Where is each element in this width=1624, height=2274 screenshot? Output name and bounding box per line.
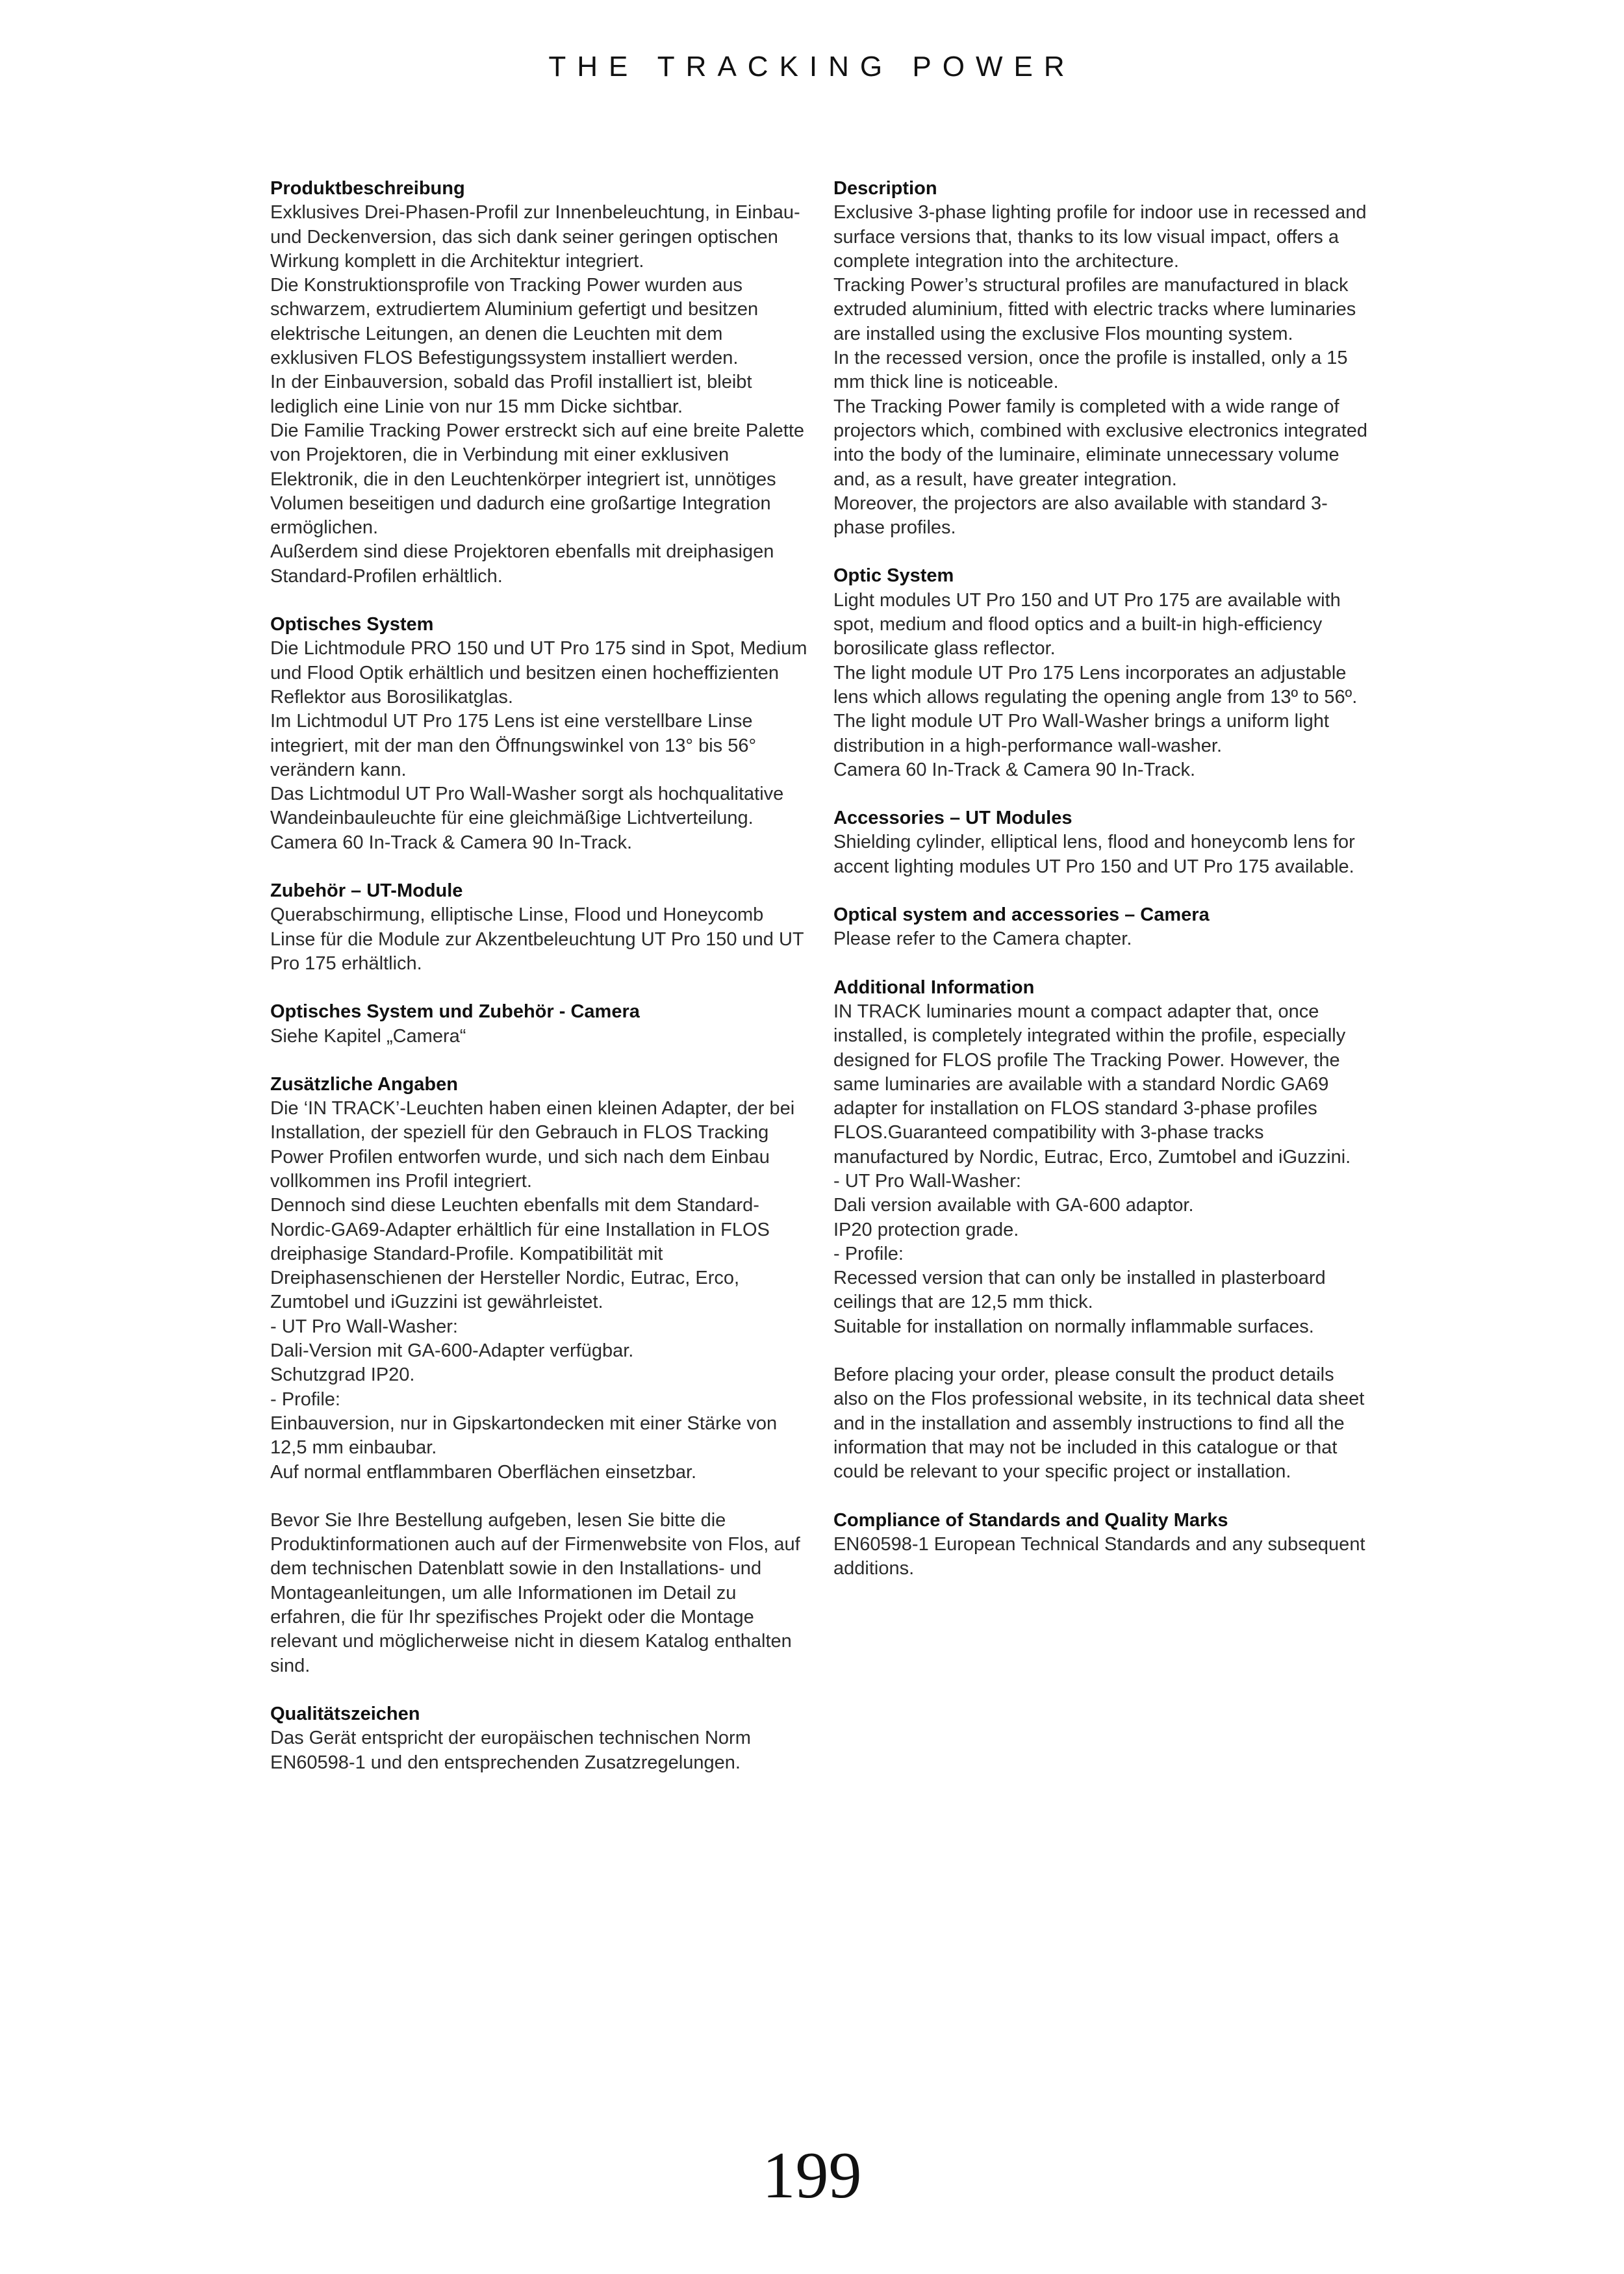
paragraph: Bevor Sie Ihre Bestellung aufgeben, lesen Sie bitte die Produktinformationen auch auf der Firmenwebsite von Flos, auf dem technischen Datenblatt sowie in den Installations- und Montageanleitungen, um alle Informationen im Detail zu erfahren, die für Ihr spezifisches Projekt oder die Montage relevant und möglicherweise nicht in diesem Katalog enthalten sind. [270,1509,800,1676]
paragraph: Die Lichtmodule PRO 150 und UT Pro 175 sind in Spot, Medium und Flood Optik erhältlich und besitzen einen hocheffizienten Reflektor aus Borosilikatglas. [270,638,807,708]
german-optics-section [270,613,809,855]
paragraph: EN60598-1 European Technical Standards and any subsequent additions. [833,1533,1365,1579]
page-title: THE TRACKING POWER [548,51,1076,83]
paragraph: Exklusives Drei-Phasen-Profil zur Innenbeleuchtung, in Einbau- und Deckenversion, das sich dank seiner geringen optischen Wirkung komplett in die Architektur integriert. [270,202,800,272]
paragraph: - UT Pro Wall-Washer: [833,1170,1021,1192]
section-heading: Produktbeschreibung [270,178,465,199]
paragraph: Camera 60 In-Track & Camera 90 In-Track. [833,759,1196,780]
paragraph: Querabschirmung, elliptische Linse, Flood und Honeycomb Linse für die Module zur Akzentbeleuchtung UT Pro 150 und UT Pro 175 erhältlich. [270,904,804,974]
paragraph: Recessed version that can only be installed in plasterboard ceilings that are 12,5 mm thick. [833,1268,1326,1313]
german-order-section [270,1509,809,1678]
paragraph: Im Lichtmodul UT Pro 175 Lens ist eine verstellbare Linse integriert, mit der man den Öffnungswinkel von 13° bis 56° verändern kann. [270,711,757,780]
paragraph: Die Familie Tracking Power erstreckt sich auf eine breite Palette von Projektoren, die in Verbindung mit einer exklusiven Elektronik, die in den Leuchtenkörper integriert ist, unnötiges Volumen beseitigen und dadurch eine großartige Integration ermöglichen. [270,420,805,539]
paragraph: The light module UT Pro 175 Lens incorporates an adjustable lens which allows regulating the opening angle from 13º to 56º. [833,662,1358,708]
paragraph: Dennoch sind diese Leuchten ebenfalls mit dem Standard-Nordic-GA69-Adapter erhältlich für eine Installation in FLOS dreiphasige Standard-Profile. Kompatibilität mit Dreiphasenschienen der Hersteller Nordic, Eutrac, Erco, Zumtobel und iGuzzini ist gewährleistet. [270,1195,770,1313]
paragraph: - Profile: [833,1243,904,1264]
paragraph: Tracking Power’s structural profiles are manufactured in black extruded aluminium, fitted with electric tracks where luminaries are installed using the exclusive Flos mounting system. [833,275,1356,344]
german-camera-section [270,1000,809,1049]
paragraph: Shielding cylinder, elliptical lens, flood and honeycomb lens for accent lighting modules UT Pro 150 and UT Pro 175 available. [833,832,1355,877]
paragraph: The Tracking Power family is completed with a wide range of projectors which, combined with exclusive electronics integrated into the body of the luminaire, eliminate unnecessary volume and, as a result, have greater integration. [833,396,1368,490]
paragraph: Suitable for installation on normally inflammable surfaces. [833,1316,1314,1337]
english-additional-section [833,976,1373,1339]
paragraph: Dali version available with GA-600 adaptor. [833,1195,1194,1216]
section-heading: Zubehör – UT-Module [270,880,463,902]
german-description-section [270,177,809,589]
paragraph: Siehe Kapitel „Camera“ [270,1025,466,1047]
section-heading: Additional Information [833,977,1035,998]
paragraph: Die ‘IN TRACK’-Leuchten haben einen kleinen Adapter, der bei Installation, der speziell für den Gebrauch in FLOS Tracking Power Profilen entworfen wurde, und sich nach dem Einbau vollkommen ins Profil integriert. [270,1098,795,1192]
paragraph: Außerdem sind diese Projektoren ebenfalls mit dreiphasigen Standard-Profilen erhältlich. [270,541,774,587]
paragraph: Einbauversion, nur in Gipskartondecken mit einer Stärke von 12,5 mm einbaubar. [270,1412,778,1459]
section-heading: Compliance of Standards and Quality Marks [833,1509,1228,1531]
section-heading: Optic System [833,565,954,587]
paragraph: Auf normal entflammbaren Oberflächen einsetzbar. [270,1461,697,1483]
paragraph: The light module UT Pro Wall-Washer brings a uniform light distribution in a high-performance wall-washer. [833,711,1329,756]
page-number: 199 [762,2139,862,2212]
paragraph: - Profile: [270,1388,340,1410]
paragraph: Dali-Version mit GA-600-Adapter verfügbar. [270,1340,634,1362]
paragraph: Das Lichtmodul UT Pro Wall-Washer sorgt als hochqualitative Wandeinbauleuchte für eine gleichmäßige Lichtverteilung. [270,784,784,829]
german-additional-section [270,1073,809,1485]
german-accessories-section [270,879,809,976]
paragraph: IP20 protection grade. [833,1219,1019,1240]
section-heading: Zusätzliche Angaben [270,1073,458,1095]
german-column [270,177,809,1799]
paragraph: Before placing your order, please consult the product details also on the Flos professional website, in its technical data sheet and in the installation and assembly instructions to find all the information that may not be included in this catalogue or that could be relevant to your specific project or installation. [833,1364,1365,1483]
english-column [833,177,1373,1605]
english-quality-section [833,1509,1373,1581]
section-heading: Qualitätszeichen [270,1703,420,1724]
english-optics-section [833,564,1373,782]
paragraph: Camera 60 In-Track & Camera 90 In-Track. [270,832,633,853]
paragraph: In the recessed version, once the profile is installed, only a 15 mm thick line is noticeable. [833,348,1348,393]
paragraph: Das Gerät entspricht der europäischen technischen Norm EN60598-1 und den entsprechenden Zusatzregelungen. [270,1728,751,1773]
paragraph: - UT Pro Wall-Washer: [270,1316,458,1337]
paragraph: Schutzgrad IP20. [270,1364,415,1386]
paragraph: In der Einbauversion, sobald das Profil installiert ist, bleibt lediglich eine Linie von nur 15 mm Dicke sichtbar. [270,372,752,417]
english-order-section [833,1363,1373,1484]
paragraph: Light modules UT Pro 150 and UT Pro 175 are available with spot, medium and flood optics and a built-in high-efficiency borosilicate glass reflector. [833,589,1341,659]
english-camera-section [833,903,1373,952]
paragraph: Exclusive 3-phase lighting profile for indoor use in recessed and surface versions that, thanks to its low visual impact, offers a complete integration into the architecture. [833,202,1367,272]
section-heading: Optisches System [270,614,434,635]
section-heading: Accessories – UT Modules [833,808,1072,829]
section-heading: Optisches System und Zubehör - Camera [270,1001,640,1023]
paragraph: Please refer to the Camera chapter. [833,928,1132,950]
english-description-section [833,177,1373,540]
paragraph: Die Konstruktionsprofile von Tracking Power wurden aus schwarzem, extrudiertem Aluminium gefertigt und besitzen elektrische Leitungen, an denen die Leuchten mit dem exklusiven FLOS Befestigungssystem installiert werden. [270,275,759,369]
english-accessories-section [833,806,1373,879]
section-heading: Description [833,178,937,199]
section-heading: Optical system and accessories – Camera [833,904,1210,926]
paragraph: IN TRACK luminaries mount a compact adapter that, once installed, is completely integrated within the profile, especially designed for FLOS profile The Tracking Power. However, the same luminaries are available with a standard Nordic GA69 adapter for installation on FLOS standard 3-phase profiles FLOS.Guaranteed compatibility with 3-phase tracks manufactured by Nordic, Eutrac, Erco, Zumtobel and iGuzzini. [833,1001,1351,1168]
german-quality-section [270,1702,809,1775]
paragraph: Moreover, the projectors are also available with standard 3-phase profiles. [833,492,1328,539]
